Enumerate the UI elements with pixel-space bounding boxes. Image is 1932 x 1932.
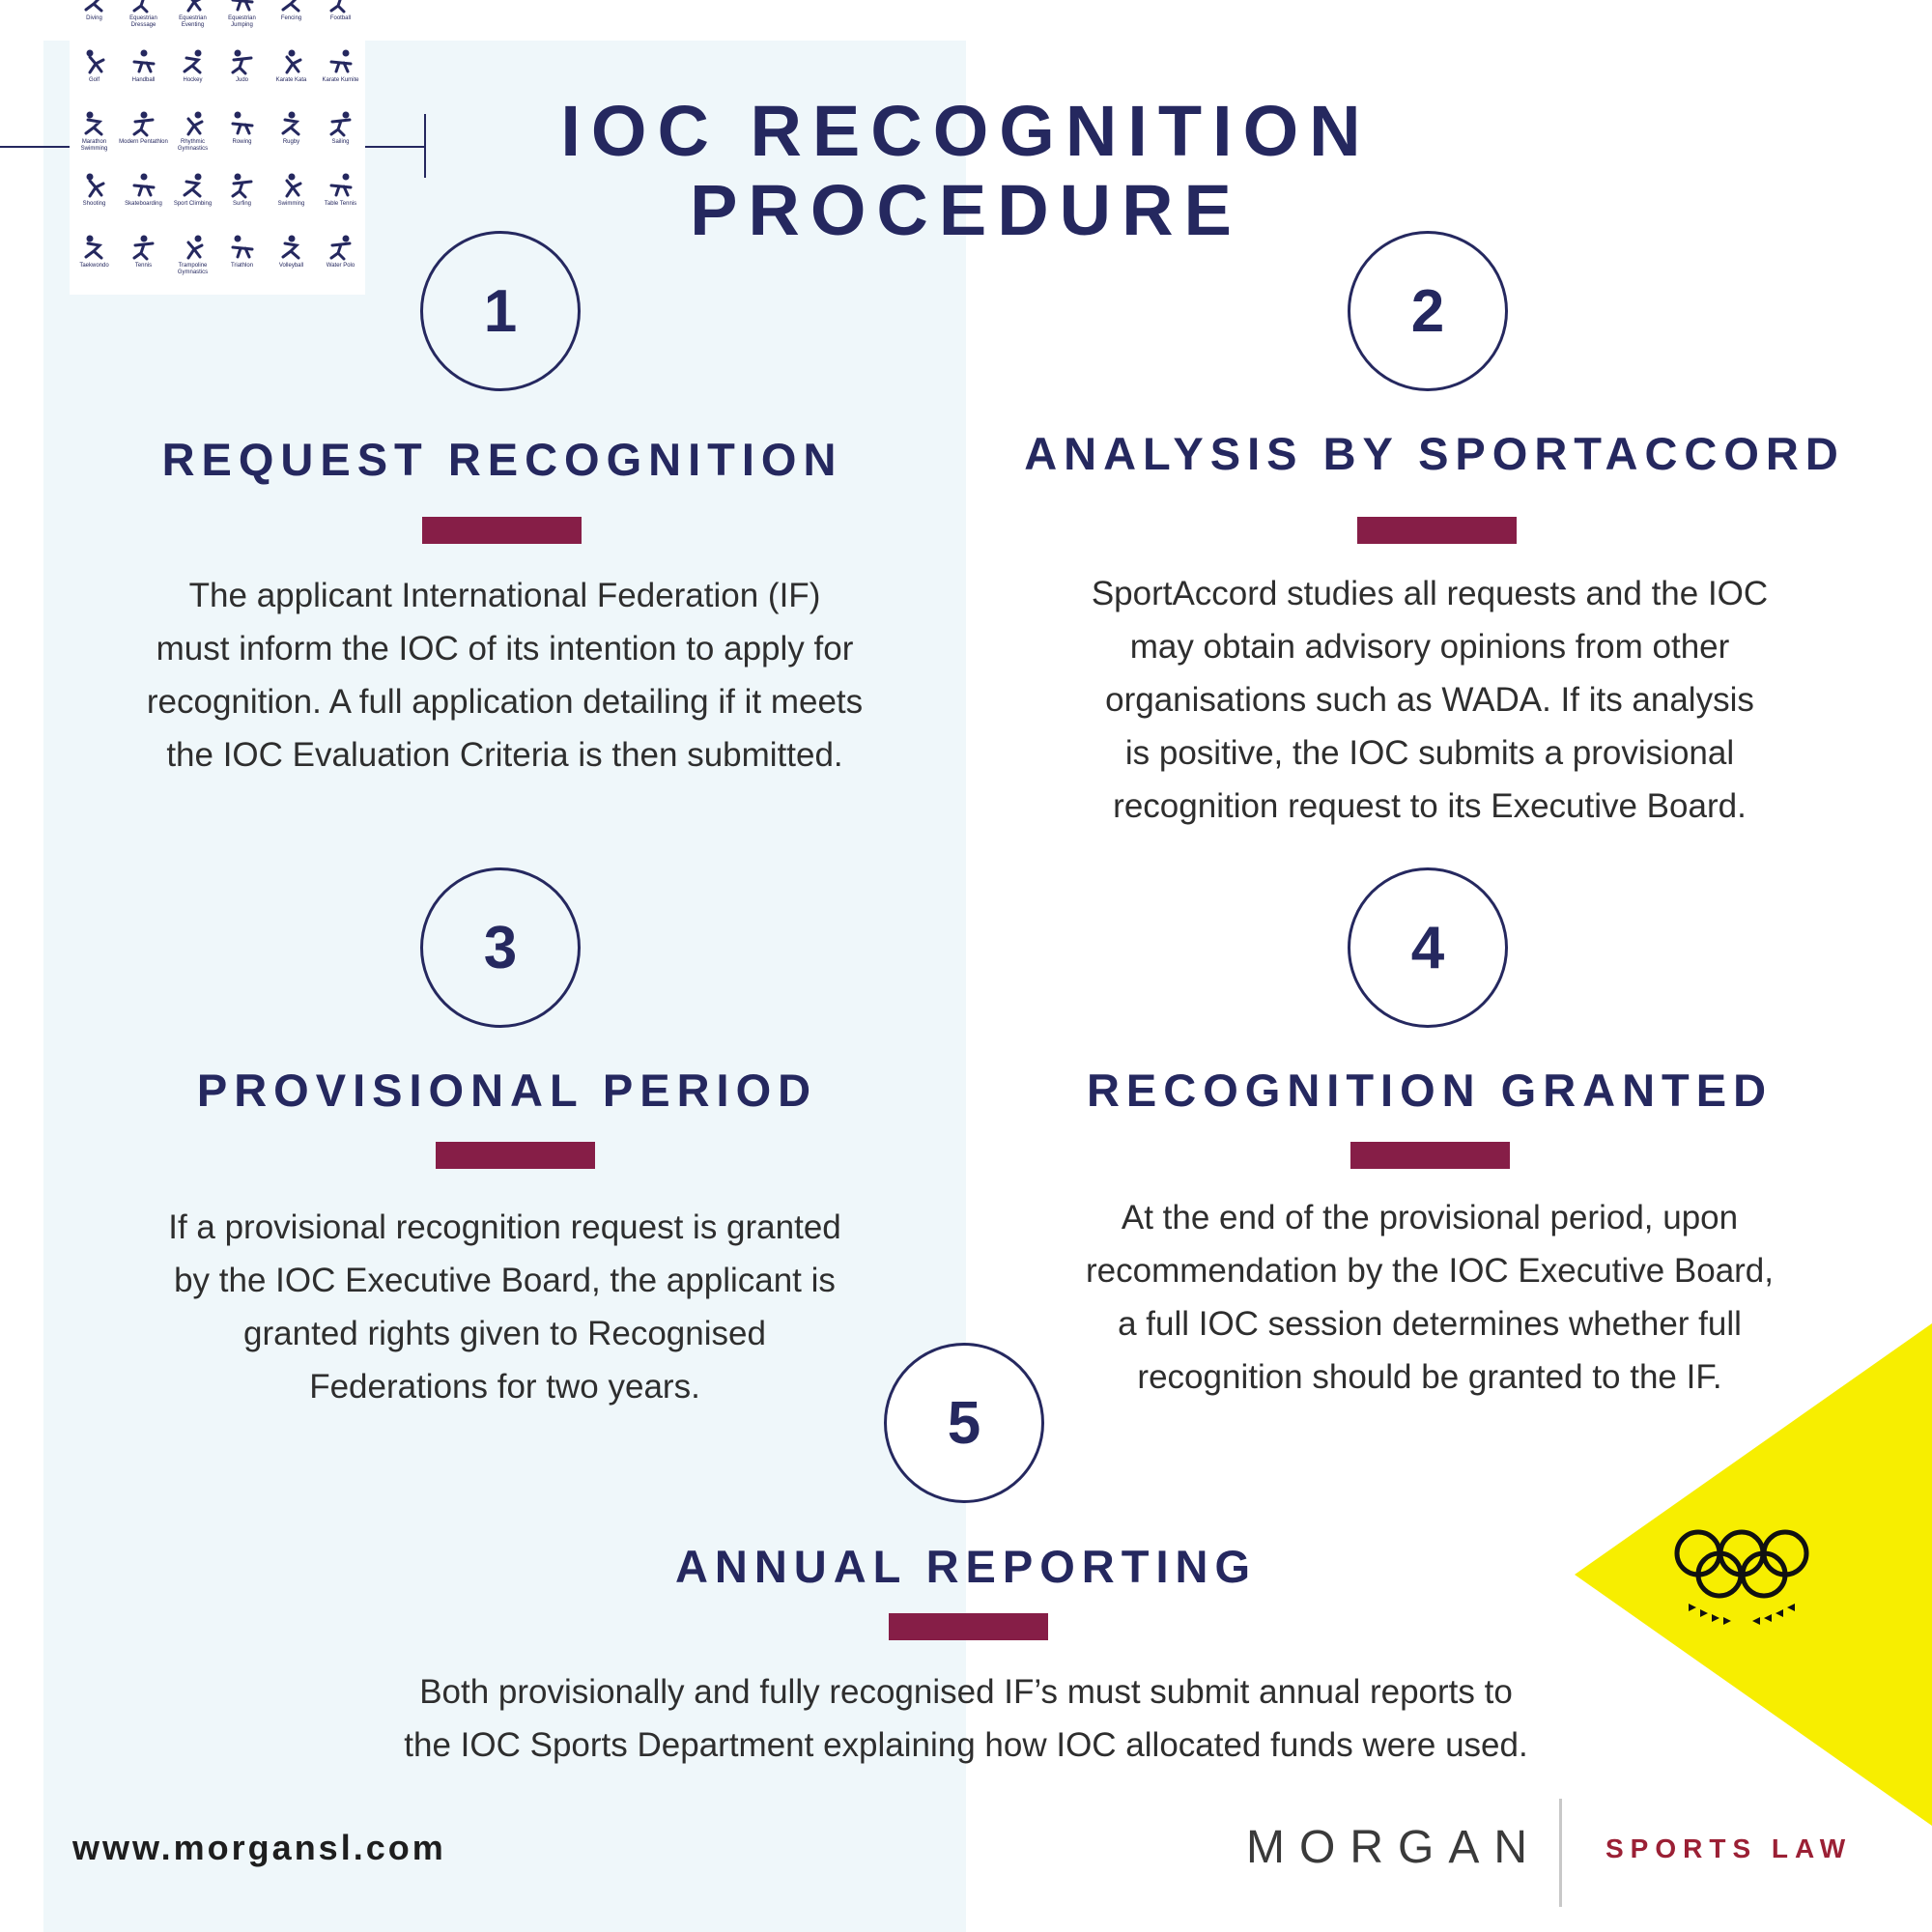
step-4-line-1: At the end of the provisional period, upon (1121, 1199, 1739, 1236)
step-4-line-3: a full IOC session determines whether full (1118, 1305, 1742, 1343)
sport-pictogram-label: Surfing (232, 201, 251, 207)
step-1-line-1: The applicant International Federation (IF) (188, 577, 821, 614)
step-4-accent-bar (1350, 1142, 1510, 1169)
brand-logo-morgan: MORGAN (1246, 1822, 1542, 1873)
athlete-pictogram-icon (327, 46, 355, 75)
olympic-rings-icon (1669, 1524, 1814, 1631)
sport-pictogram-label: Equestrian Dressage (129, 15, 157, 28)
sport-pictogram-label: Swimming (277, 201, 305, 207)
sport-pictogram-label: Modern Pentathlon (119, 139, 168, 145)
sport-pictogram (267, 232, 316, 294)
step-3-line-1: If a provisional recognition request is granted (168, 1208, 841, 1246)
step-2-line-5: recognition request to its Executive Board. (1113, 787, 1747, 825)
athlete-pictogram-icon (277, 108, 306, 137)
athlete-pictogram-icon (228, 170, 257, 199)
athlete-pictogram-icon (179, 46, 208, 75)
step-2-accent-bar (1357, 517, 1517, 544)
step-1-number-circle: 1 (420, 231, 581, 391)
sport-pictogram (267, 170, 316, 232)
sport-pictogram (70, 0, 119, 46)
title-rule-right (365, 146, 426, 148)
page-title-line-1: IOC RECOGNITION (560, 91, 1372, 171)
step-2-line-2: may obtain advisory opinions from other (1129, 628, 1730, 666)
athlete-pictogram-icon (228, 108, 257, 137)
athlete-pictogram-icon (179, 108, 208, 137)
sport-pictogram-label: Table Tennis (324, 201, 357, 207)
sport-pictogram (217, 46, 267, 108)
sport-pictogram (316, 46, 365, 108)
sports-pictogram-grid (70, 0, 365, 295)
sport-pictogram (70, 232, 119, 294)
step-2-line-1: SportAccord studies all requests and the IOC (1091, 575, 1769, 612)
sport-pictogram (168, 0, 217, 46)
step-1-line-4: the IOC Evaluation Criteria is then submitted. (166, 736, 843, 774)
sport-pictogram-label: Marathon Swimming (80, 139, 108, 152)
step-2-description (980, 567, 1879, 833)
page-title (483, 92, 1449, 250)
athlete-pictogram-icon (277, 232, 306, 261)
step-2-number-circle: 2 (1348, 231, 1508, 391)
sport-pictogram (168, 232, 217, 294)
sport-pictogram (119, 46, 168, 108)
sport-pictogram (217, 108, 267, 170)
sport-pictogram (70, 170, 119, 232)
sport-pictogram (217, 0, 267, 46)
sport-pictogram (217, 232, 267, 294)
step-1-line-2: must inform the IOC of its intention to apply for (156, 630, 854, 668)
sport-pictogram (119, 170, 168, 232)
sport-pictogram (316, 170, 365, 232)
step-2-line-3: organisations such as WADA. If its analysis (1105, 681, 1754, 719)
sport-pictogram-label: Water Polo (326, 263, 355, 269)
sport-pictogram (168, 46, 217, 108)
athlete-pictogram-icon (129, 108, 158, 137)
sport-pictogram-label: Judo (235, 77, 248, 83)
sport-pictogram-label: Rhythmic Gymnastics (177, 139, 209, 152)
sport-pictogram-label: Hockey (183, 77, 203, 83)
step-1-accent-bar (422, 517, 582, 544)
step-3-heading: PROVISIONAL PERIOD (196, 1065, 818, 1116)
sport-pictogram-label: Sailing (331, 139, 350, 145)
athlete-pictogram-icon (327, 170, 355, 199)
athlete-pictogram-icon (228, 46, 257, 75)
sport-pictogram (168, 108, 217, 170)
athlete-pictogram-icon (179, 0, 208, 14)
athlete-pictogram-icon (179, 232, 208, 261)
athlete-pictogram-icon (129, 0, 158, 14)
step-3-description (58, 1201, 952, 1413)
step-4-line-4: recognition should be granted to the IF. (1137, 1358, 1722, 1396)
sport-pictogram (267, 46, 316, 108)
sport-pictogram-label: Trampoline Gymnastics (177, 263, 209, 275)
sport-pictogram (70, 108, 119, 170)
athlete-pictogram-icon (129, 232, 158, 261)
sport-pictogram-label: Taekwondo (79, 263, 109, 269)
step-5-line-2: the IOC Sports Department explaining how IOC allocated funds were used. (404, 1726, 1528, 1764)
athlete-pictogram-icon (129, 170, 158, 199)
website-url[interactable]: www.morgansl.com (72, 1828, 446, 1867)
sport-pictogram (168, 170, 217, 232)
sport-pictogram-label: Equestrian Jumping (228, 15, 256, 28)
sport-pictogram-label: Karate Kumite (322, 77, 359, 83)
sport-pictogram-label: Diving (86, 15, 102, 21)
sport-pictogram (119, 232, 168, 294)
sport-pictogram-label: Handball (131, 77, 156, 83)
sport-pictogram (70, 46, 119, 108)
sport-pictogram-label: Rowing (232, 139, 252, 145)
sport-pictogram-label: Karate Kata (275, 77, 307, 83)
sport-pictogram-label: Tennis (134, 263, 153, 269)
sport-pictogram-label: Rugby (282, 139, 300, 145)
step-2-heading: ANALYSIS BY SPORTACCORD (1024, 428, 1845, 479)
athlete-pictogram-icon (80, 232, 109, 261)
sport-pictogram (316, 232, 365, 294)
title-rule-tick (424, 114, 426, 178)
athlete-pictogram-icon (327, 232, 355, 261)
sport-pictogram-label: Volleyball (278, 263, 304, 269)
sport-pictogram (267, 0, 316, 46)
step-5-number-circle: 5 (884, 1343, 1044, 1503)
sport-pictogram-label: Golf (88, 77, 99, 83)
step-4-line-2: recommendation by the IOC Executive Board, (1085, 1252, 1774, 1290)
title-rule-left (0, 146, 70, 148)
athlete-pictogram-icon (228, 0, 257, 14)
step-1-line-3: recognition. A full application detailing if it meets (146, 683, 864, 721)
step-5-description (193, 1665, 1739, 1772)
athlete-pictogram-icon (80, 108, 109, 137)
sport-pictogram-label: Equestrian Eventing (179, 15, 207, 28)
athlete-pictogram-icon (327, 0, 355, 14)
athlete-pictogram-icon (129, 46, 158, 75)
step-4-number-circle: 4 (1348, 867, 1508, 1028)
sport-pictogram (217, 170, 267, 232)
athlete-pictogram-icon (228, 232, 257, 261)
athlete-pictogram-icon (277, 46, 306, 75)
step-5-line-1: Both provisionally and fully recognised IF’s must submit annual reports to (419, 1673, 1513, 1711)
sport-pictogram (316, 108, 365, 170)
step-3-line-3: granted rights given to Recognised (243, 1315, 766, 1352)
step-5-heading: ANNUAL REPORTING (674, 1541, 1258, 1592)
step-3-accent-bar (436, 1142, 595, 1169)
athlete-pictogram-icon (80, 170, 109, 199)
athlete-pictogram-icon (179, 170, 208, 199)
sport-pictogram (316, 0, 365, 46)
sport-pictogram-label: Football (329, 15, 352, 21)
brand-logo-sports-law: SPORTS LAW (1605, 1833, 1853, 1863)
step-1-description (39, 569, 971, 781)
athlete-pictogram-icon (277, 0, 306, 14)
step-3-line-2: by the IOC Executive Board, the applicant is (174, 1262, 836, 1299)
step-2-line-4: is positive, the IOC submits a provisional (1124, 734, 1735, 772)
sport-pictogram-label: Fencing (280, 15, 302, 21)
sport-pictogram-label: Skateboarding (125, 201, 162, 207)
step-4-heading: RECOGNITION GRANTED (1086, 1065, 1774, 1116)
sport-pictogram (267, 108, 316, 170)
step-3-line-4: Federations for two years. (309, 1368, 700, 1406)
sport-pictogram-label: Triathlon (230, 263, 254, 269)
athlete-pictogram-icon (80, 46, 109, 75)
sport-pictogram (119, 108, 168, 170)
sport-pictogram (119, 0, 168, 46)
sport-pictogram-label: Sport Climbing (173, 201, 213, 207)
sport-pictogram-label: Shooting (82, 201, 106, 207)
athlete-pictogram-icon (327, 108, 355, 137)
athlete-pictogram-icon (277, 170, 306, 199)
brand-divider (1559, 1799, 1562, 1907)
page-title-line-2: PROCEDURE (690, 170, 1242, 250)
step-3-number-circle: 3 (420, 867, 581, 1028)
step-5-accent-bar (889, 1613, 1048, 1640)
step-1-heading: REQUEST RECOGNITION (161, 434, 843, 485)
athlete-pictogram-icon (80, 0, 109, 14)
